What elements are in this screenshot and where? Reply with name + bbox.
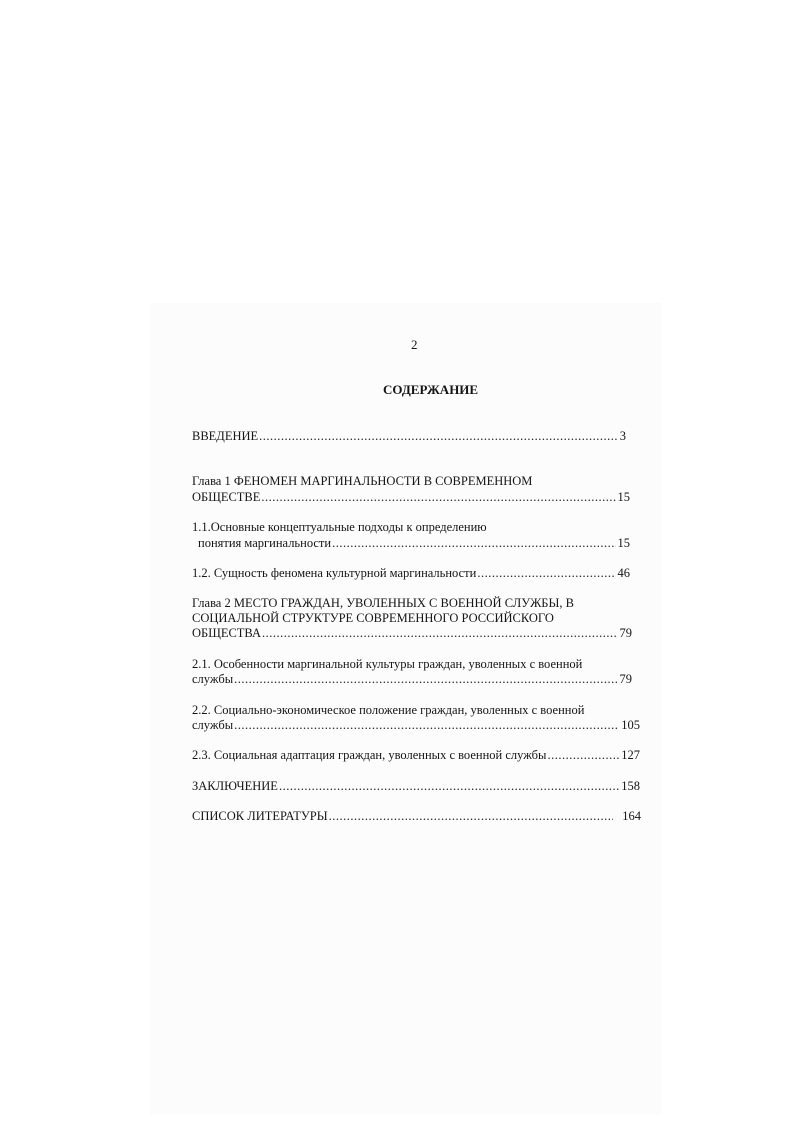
toc-entry-label: СПИСОК ЛИТЕРАТУРЫ xyxy=(192,809,328,823)
leader-dots xyxy=(477,566,615,581)
toc-entry-conclusion xyxy=(192,779,640,794)
toc-entry-label: ОБЩЕСТВА xyxy=(192,626,262,640)
leader-dots xyxy=(262,626,617,641)
toc-chapter-2-title: Глава 2 МЕСТО ГРАЖДАН, УВОЛЕННЫХ С ВОЕННОЙ СЛУЖБЫ, В xyxy=(192,596,574,610)
toc-entry-chapter-1 xyxy=(192,490,630,505)
toc-entry-label: ЗАКЛЮЧЕНИЕ xyxy=(192,779,278,793)
toc-entry-section-2-1 xyxy=(192,672,632,687)
leader-dots xyxy=(332,536,615,551)
toc-entry-page: 158 xyxy=(621,779,640,793)
toc-section-1-1-title: 1.1.Основные концептуальные подходы к определению xyxy=(192,520,487,534)
leader-dots xyxy=(261,490,615,505)
toc-chapter-2-title: СОЦИАЛЬНОЙ СТРУКТУРЕ СОВРЕМЕННОГО РОССИЙСКОГО xyxy=(192,611,554,625)
toc-entry-label: 2.3. Социальная адаптация граждан, уволенных с военной службы xyxy=(192,748,547,762)
toc-entry-section-2-2 xyxy=(192,718,640,733)
leader-dots xyxy=(329,809,614,824)
toc-entry-page: 105 xyxy=(621,718,640,732)
toc-entry-page: 3 xyxy=(619,429,626,443)
toc-chapter-1-title: Глава 1 ФЕНОМЕН МАРГИНАЛЬНОСТИ В СОВРЕМЕННОМ xyxy=(192,474,533,488)
leader-dots xyxy=(234,718,619,733)
toc-entry-page: 46 xyxy=(617,566,630,580)
toc-entry-label: службы xyxy=(192,718,234,732)
toc-heading: СОДЕРЖАНИЕ xyxy=(383,382,479,397)
toc-section-2-2-title: 2.2. Социально-экономическое положение граждан, уволенных с военной xyxy=(192,703,585,717)
toc-entry-chapter-2 xyxy=(192,626,632,641)
page-number: 2 xyxy=(411,337,418,352)
toc-section-2-1-title: 2.1. Особенности маргинальной культуры граждан, уволенных с военной xyxy=(192,657,583,671)
leader-dots xyxy=(234,672,617,687)
toc-entry-section-2-3 xyxy=(192,748,640,763)
toc-entry-page: 79 xyxy=(619,672,632,686)
toc-entry-label: службы xyxy=(192,672,234,686)
leader-dots xyxy=(259,429,618,444)
toc-entry-intro xyxy=(192,429,626,444)
leader-dots xyxy=(279,779,619,794)
toc-entry-section-1-2 xyxy=(192,566,630,581)
toc-entry-page: 164 xyxy=(622,809,641,823)
toc-entry-label: ВВЕДЕНИЕ xyxy=(192,429,259,443)
toc-entry-references xyxy=(192,809,641,824)
toc-entry-label: понятия маргинальности xyxy=(198,536,332,550)
toc-entry-label: 1.2. Сущность феномена культурной маргинальности xyxy=(192,566,477,580)
toc-entry-page: 15 xyxy=(617,536,630,550)
leader-dots xyxy=(547,748,619,763)
toc-entry-page: 127 xyxy=(621,748,640,762)
toc-entry-section-1-1 xyxy=(198,536,630,551)
toc-entry-page: 15 xyxy=(617,490,630,504)
toc-entry-label: ОБЩЕСТВЕ xyxy=(192,490,261,504)
toc-entry-page: 79 xyxy=(619,626,632,640)
